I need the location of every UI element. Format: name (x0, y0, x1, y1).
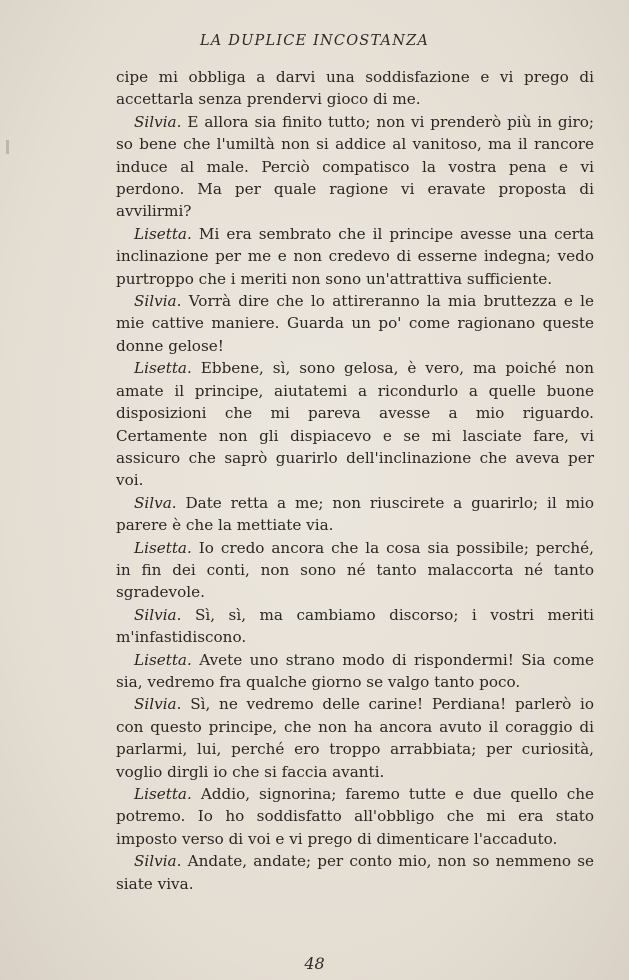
speaker-name: Lisetta. (134, 359, 192, 378)
speaker-name: Silvia. (134, 605, 182, 624)
paragraph (116, 357, 594, 491)
paragraph (116, 492, 594, 537)
page-number: 48 (304, 954, 325, 973)
speaker-name: Lisetta. (134, 538, 192, 557)
paragraph-text: Date retta a me; non riuscirete a guarirlo; il mio parere è che la mettiate via. (116, 493, 595, 535)
paragraph-text: Avete uno strano modo di rispondermi! Sia come sia, vedremo fra qualche giorno se valgo tanto poco. (116, 650, 594, 691)
paragraph (116, 850, 594, 895)
paragraph (116, 783, 594, 850)
paragraph (116, 537, 594, 604)
speaker-name: Silvia. (134, 112, 182, 131)
speaker-name: Silva. (134, 493, 177, 512)
paragraph-text: Vorrà dire che lo attireranno la mia bruttezza e le mie cattive maniere. Guarda un po' come ragionano queste donne gelose! (116, 292, 595, 355)
paragraph (116, 223, 594, 290)
paragraph-text: Andate, andate; per conto mio, non so nemmeno se siate viva. (116, 852, 594, 893)
paragraph (116, 693, 594, 783)
paragraph-text: E allora sia finito tutto; non vi prenderò più in giro; so bene che l'umiltà non si addice al vanitoso, ma il rancore induce al male. Perciò compatisco la vostra pena e vi perdono. Ma per quale ragione vi eravate proposta di avvilirmi? (116, 112, 594, 221)
speaker-name: Lisetta. (134, 650, 192, 669)
paragraph-text: Io credo ancora che la cosa sia possibile; perché, in fin dei conti, non sono né tanto malaccorta né tanto sgradevole. (116, 538, 594, 602)
speaker-name: Silvia. (134, 292, 182, 311)
paragraph (116, 649, 594, 694)
speaker-name: Silvia. (134, 695, 182, 714)
speaker-name: Lisetta. (134, 785, 192, 803)
speaker-name: Silvia. (134, 852, 182, 871)
paragraph-text: cipe mi obbliga a darvi una soddisfazione e vi prego di accettarla senza prendervi gioco di me. (116, 68, 594, 109)
paragraph-text: Addio, signorina; faremo tutte e due quello che potremo. Io ho soddisfatto all'obbligo che mi era stato imposto verso di voi e vi prego di dimenticare l'accaduto. (116, 785, 595, 848)
text-block (116, 66, 594, 895)
margin-mark (6, 140, 9, 154)
paragraph-text: Sì, sì, ma cambiamo discorso; i vostri meriti m'infastidiscono. (116, 605, 594, 647)
paragraph-text: Ebbene, sì, sono gelosa, è vero, ma poiché non amate il principe, aiutatemi a ricondurlo a quelle buone disposizioni che mi pareva avesse a mio riguardo. Certamente non gli dispiacevo e se mi lasciate fare, vi assicuro che saprò guarirlo dell'inclinazione che aveva per voi. (116, 359, 594, 490)
paragraph (116, 111, 594, 223)
paragraph (116, 604, 594, 649)
paragraph-text: Mi era sembrato che il principe avesse una certa inclinazione per me e non credevo di esserne indegna; vedo purtroppo che i meriti non sono un'attrattiva sufficiente. (116, 224, 595, 288)
running-head: LA DUPLICE INCOSTANZA (199, 33, 430, 49)
paragraph (116, 290, 594, 357)
speaker-name: Lisetta. (134, 224, 192, 243)
paragraph (116, 66, 594, 111)
paragraph-text: Sì, ne vedremo delle carine! Perdiana! parlerò io con questo principe, che non ha ancora avuto il coraggio di parlarmi, lui, perché ero troppo arrabbiata; per curiosità, voglio dirgli io che si faccia avanti. (116, 695, 594, 781)
